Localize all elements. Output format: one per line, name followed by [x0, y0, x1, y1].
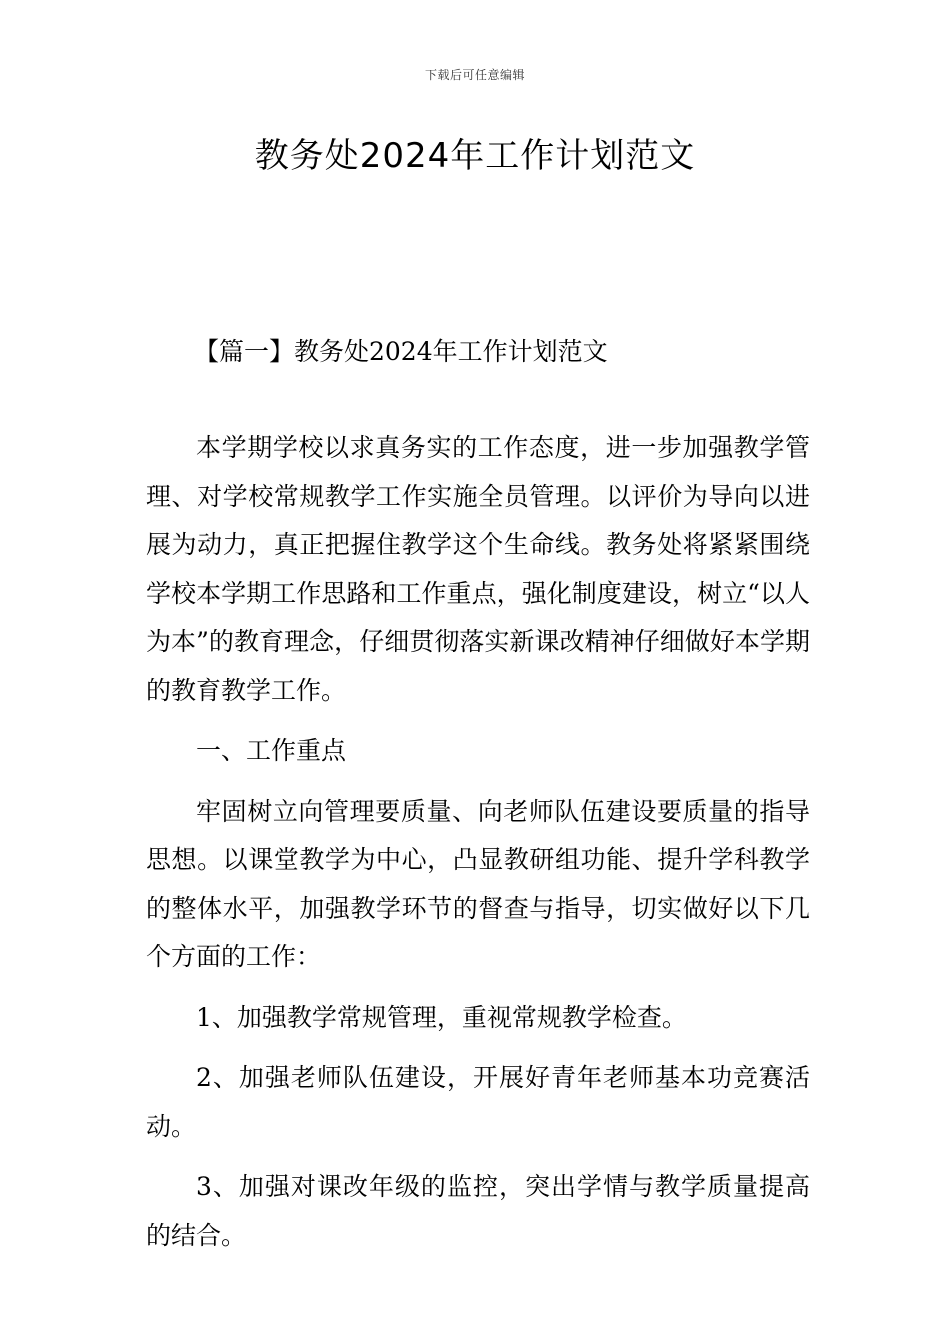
paragraph-item-2: 2、加强老师队伍建设，开展好青年老师基本功竞赛活动。	[146, 1063, 810, 1141]
section-heading: 【篇一】教务处2024年工作计划范文	[194, 337, 608, 366]
paragraph-item-1: 1、加强教学常规管理，重视常规教学检查。	[196, 1002, 687, 1032]
paragraph-intro: 本学期学校以求真务实的工作态度，进一步加强教学管理、对学校常规教学工作实施全员管理。以评价为导向以进展为动力，真正把握住教学这个生命线。教务处将紧紧围绕学校本学期工作思路和工作重点，强化制度建设，树立“以人为本”的教育理念，仔细贯彻落实新课改精神仔细做好本学期的教育教学工作。	[146, 433, 810, 705]
document-body	[146, 424, 810, 1260]
paragraph-item-3: 3、加强对课改年级的监控，突出学情与教学质量提高的结合。	[146, 1172, 810, 1250]
header-note: 下载后可任意编辑	[424, 68, 525, 82]
document-title: 教务处2024年工作计划范文	[254, 136, 696, 176]
paragraph-heading-work-focus: 一、工作重点	[196, 736, 347, 765]
paragraph-guiding-thought: 牢固树立向管理要质量、向老师队伍建设要质量的指导思想。以课堂教学为中心，凸显教研组功能、提升学科教学的整体水平，加强教学环节的督查与指导，切实做好以下几个方面的工作：	[146, 796, 810, 971]
